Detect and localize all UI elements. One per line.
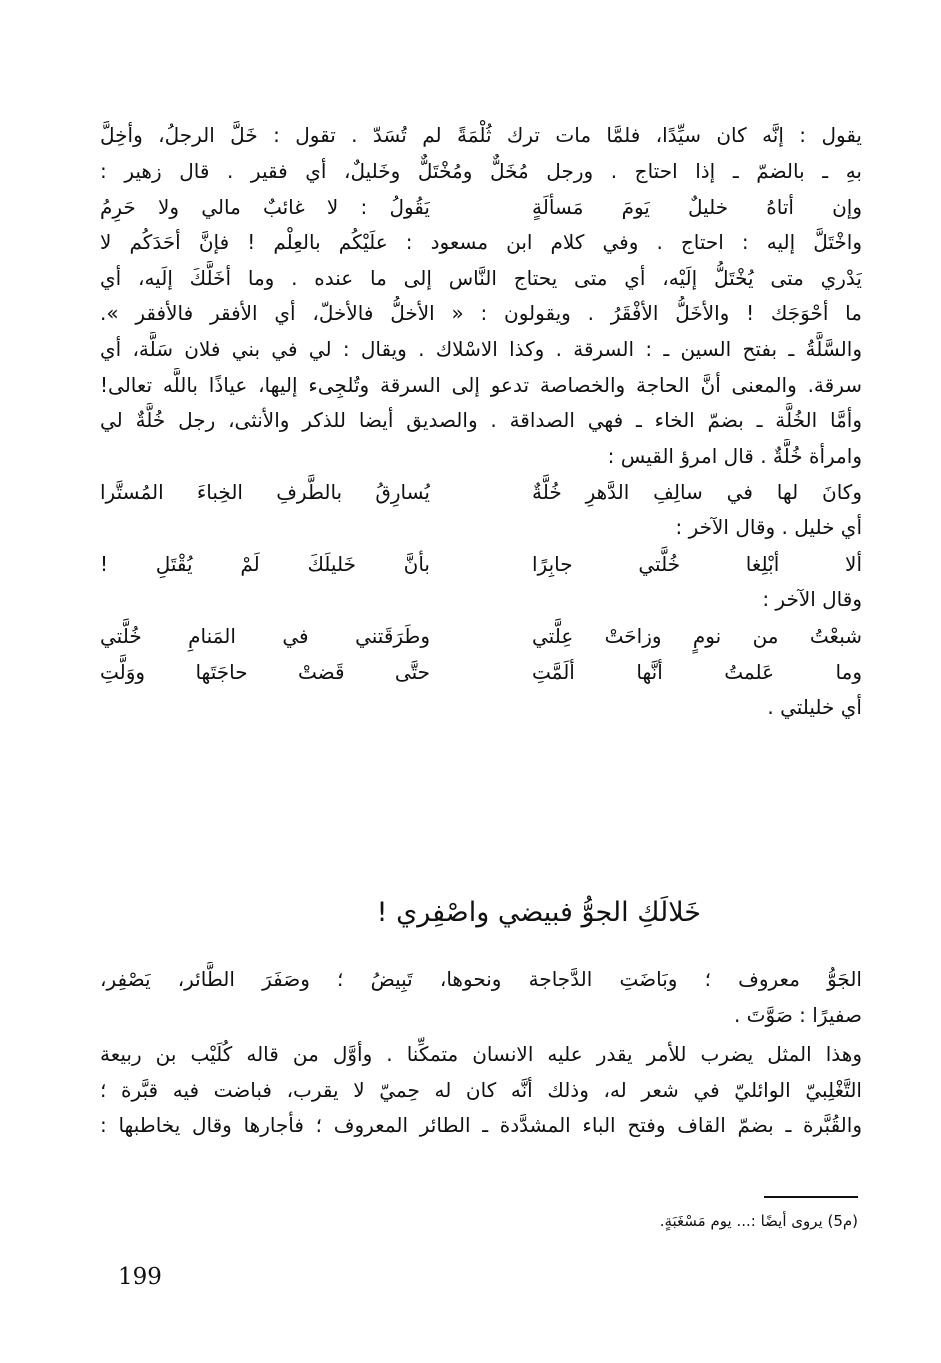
verse-second-hemistich: حتَّى قَضتْ حاجَتَها ووَلَّتِ	[100, 659, 430, 684]
text-line: ما أحْوَجَك ! والأخَلُّ الأفْقَرُ . ويقولون : « الأخلُّ فالأخلّ، أي الأفقر فالأفقر ».	[100, 301, 862, 326]
text-line: وأمَّا الخُلَّة ـ بضمّ الخاء ـ فهي الصداقة . والصديق أيضا للذكر والأنثى، رجل خُلَّةٌ لي	[100, 408, 862, 433]
text-line: واخْتَلَّ إليه : احتاج . وفي كلام ابن مسعود : علَيْكُم بالعِلْم ! فإنَّ أحَدَكُم لا	[100, 230, 862, 255]
text-line: أي خليل . وقال الآخر :	[675, 515, 862, 540]
main-text-block	[100, 118, 862, 725]
text-line: سرقة. والمعنى أنَّ الحاجة والخصاصة تدعو إلى السرقة وتُلجِىء إليها، عياذًا باللَّه تعالى!	[100, 372, 862, 397]
verse-first-hemistich: شبعْتُ من نومٍ وزاحَتْ عِلَّتي	[532, 623, 862, 648]
verse-second-hemistich: بأنَّ خَليلَكَ لَمْ يُقْتَلِ !	[100, 551, 430, 576]
verse-line	[100, 189, 862, 225]
verse-line	[100, 618, 862, 654]
footnote: (م5) يروى أيضًا :... يوم مَسْغَبَةٍ.	[659, 1212, 858, 1230]
text-line: وهذا المثل يضرب للأمر يقدر عليه الانسان متمكِّنا . وأوَّل من قاله كُلَيْب بن ربيعة	[100, 1042, 862, 1067]
text-line: والسَّلَّةُ ـ بفتح السين ـ : السرقة . وكذا الاسْلاك . ويقال : لي في بني فلان سَلَّة، أي	[100, 336, 862, 361]
verse-line	[100, 546, 862, 582]
text-line: صفيرًا : صَوَّتَ .	[733, 1002, 862, 1027]
verse-first-hemistich: وكانَ لها في سالِفِ الدَّهرِ خُلَّةٌ	[532, 480, 862, 505]
verse-second-hemistich: يَقُولُ : لا غائبٌ مالي ولا حَرِمُ	[100, 195, 430, 220]
footnote-divider	[764, 1196, 858, 1198]
page-number: 199	[118, 1264, 162, 1290]
verse-second-hemistich: يُسارِقُ بالطَّرفِ الخِباءَ المُستَّرا	[100, 480, 430, 505]
verse-line	[100, 474, 862, 510]
text-line: وقال الآخر :	[762, 586, 862, 611]
text-line: بهِ ـ بالضمّ ـ إذا احتاج . ورجل مُخَلٌّ ومُخْتَلٌّ وخَليلٌ، أي فقير . قال زهير :	[100, 158, 862, 183]
text-line: أي خليلتي .	[767, 694, 862, 719]
verse-first-hemistich: وإن أتاهُ خليلٌ يَومَ مَسألَةٍ	[532, 195, 862, 220]
verse-first-hemistich: ألا أبْلِغا خُلَّتي جابِرًا	[532, 551, 862, 576]
text-line: يقول : إنَّه كان سيِّدًا، فلمَّا مات ترك ثُلْمَةً لم تُسَدّ . تقول : خَلَّ الرجلُ، وأخِلَّ	[100, 123, 862, 147]
text-line: الجَوُّ معروف ؛ وبَاضَتِ الدَّجاجة ونحوها، تَبِيضُ ؛ وصَفَرَ الطَّائر، يَصْفِر،	[100, 967, 862, 991]
verse-second-hemistich: وطَرَقَتني في المَنامِ خُلَّتي	[100, 623, 430, 648]
text-line: يَدْري متى يُخْتَلُّ إلَيْه، أي متى يحتاج النَّاس إلى ما عنده . وما أخَلَّكَ إلَيه، أي	[100, 265, 862, 290]
second-text-block	[100, 962, 862, 1144]
verse-line	[100, 654, 862, 690]
text-line: وامرأة خُلَّةٌ . قال امرؤ القيس :	[607, 443, 862, 468]
text-line: التَّغْلِبيّ الوائليّ في شعر له، وذلك أنَّه كان له حِميّ لا يقرب، فباضت فيه قبَّرة ؛	[100, 1077, 862, 1102]
text-line: والقُبَّرة ـ بضمّ القاف وفتح الباء المشدَّدة ـ الطائر المعروف ؛ فأجارها وقال يخاطبها :	[100, 1113, 862, 1138]
verse-first-hemistich: وما عَلمتُ أنَّها ألَمَّتِ	[532, 659, 862, 684]
section-heading: خَلالَكِ الجوُّ فبيضي واصْفِري !	[376, 897, 701, 928]
